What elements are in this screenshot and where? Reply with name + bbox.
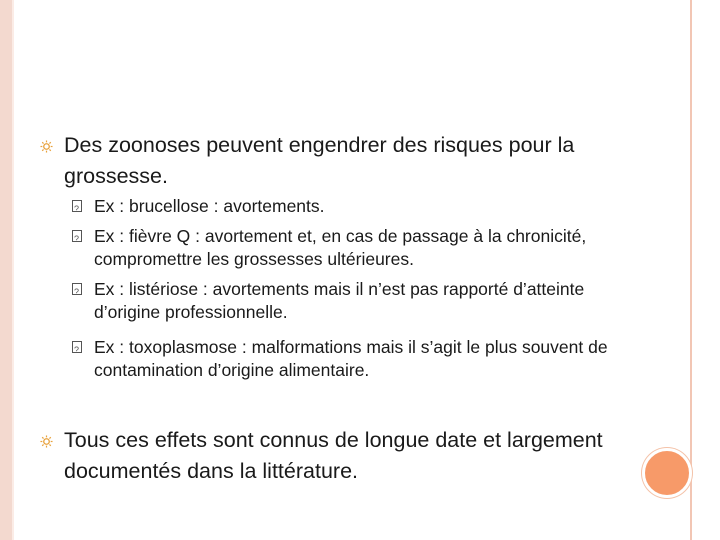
- sub-bullet-text: Ex : toxoplasmose : malformations mais il s’agit le plus souvent de contamination d’origine alimentaire.: [94, 337, 608, 380]
- sub-bullet-text: Ex : brucellose : avortements.: [94, 196, 325, 216]
- bullet-text: Tous ces effets sont connus de longue date et largement documentés dans la littérature.: [64, 428, 603, 483]
- sub-bullet-text: Ex : listériose : avortements mais il n’est pas rapporté d’atteinte d’origine professionnelle.: [94, 279, 585, 322]
- missing-glyph-box-icon: [72, 230, 82, 242]
- sun-bullet-icon: [40, 435, 53, 448]
- missing-glyph-box-icon: [72, 283, 82, 295]
- bullet-text: Des zoonoses peuvent engendrer des risques pour la grossesse.: [64, 133, 575, 188]
- missing-glyph-box-icon: [72, 200, 82, 212]
- missing-glyph-box-icon: [72, 341, 82, 353]
- sun-bullet-icon: [40, 140, 53, 153]
- sub-bullet-text: Ex : fièvre Q : avortement et, en cas de passage à la chronicité, compromettre les grossesses ultérieures.: [94, 226, 587, 269]
